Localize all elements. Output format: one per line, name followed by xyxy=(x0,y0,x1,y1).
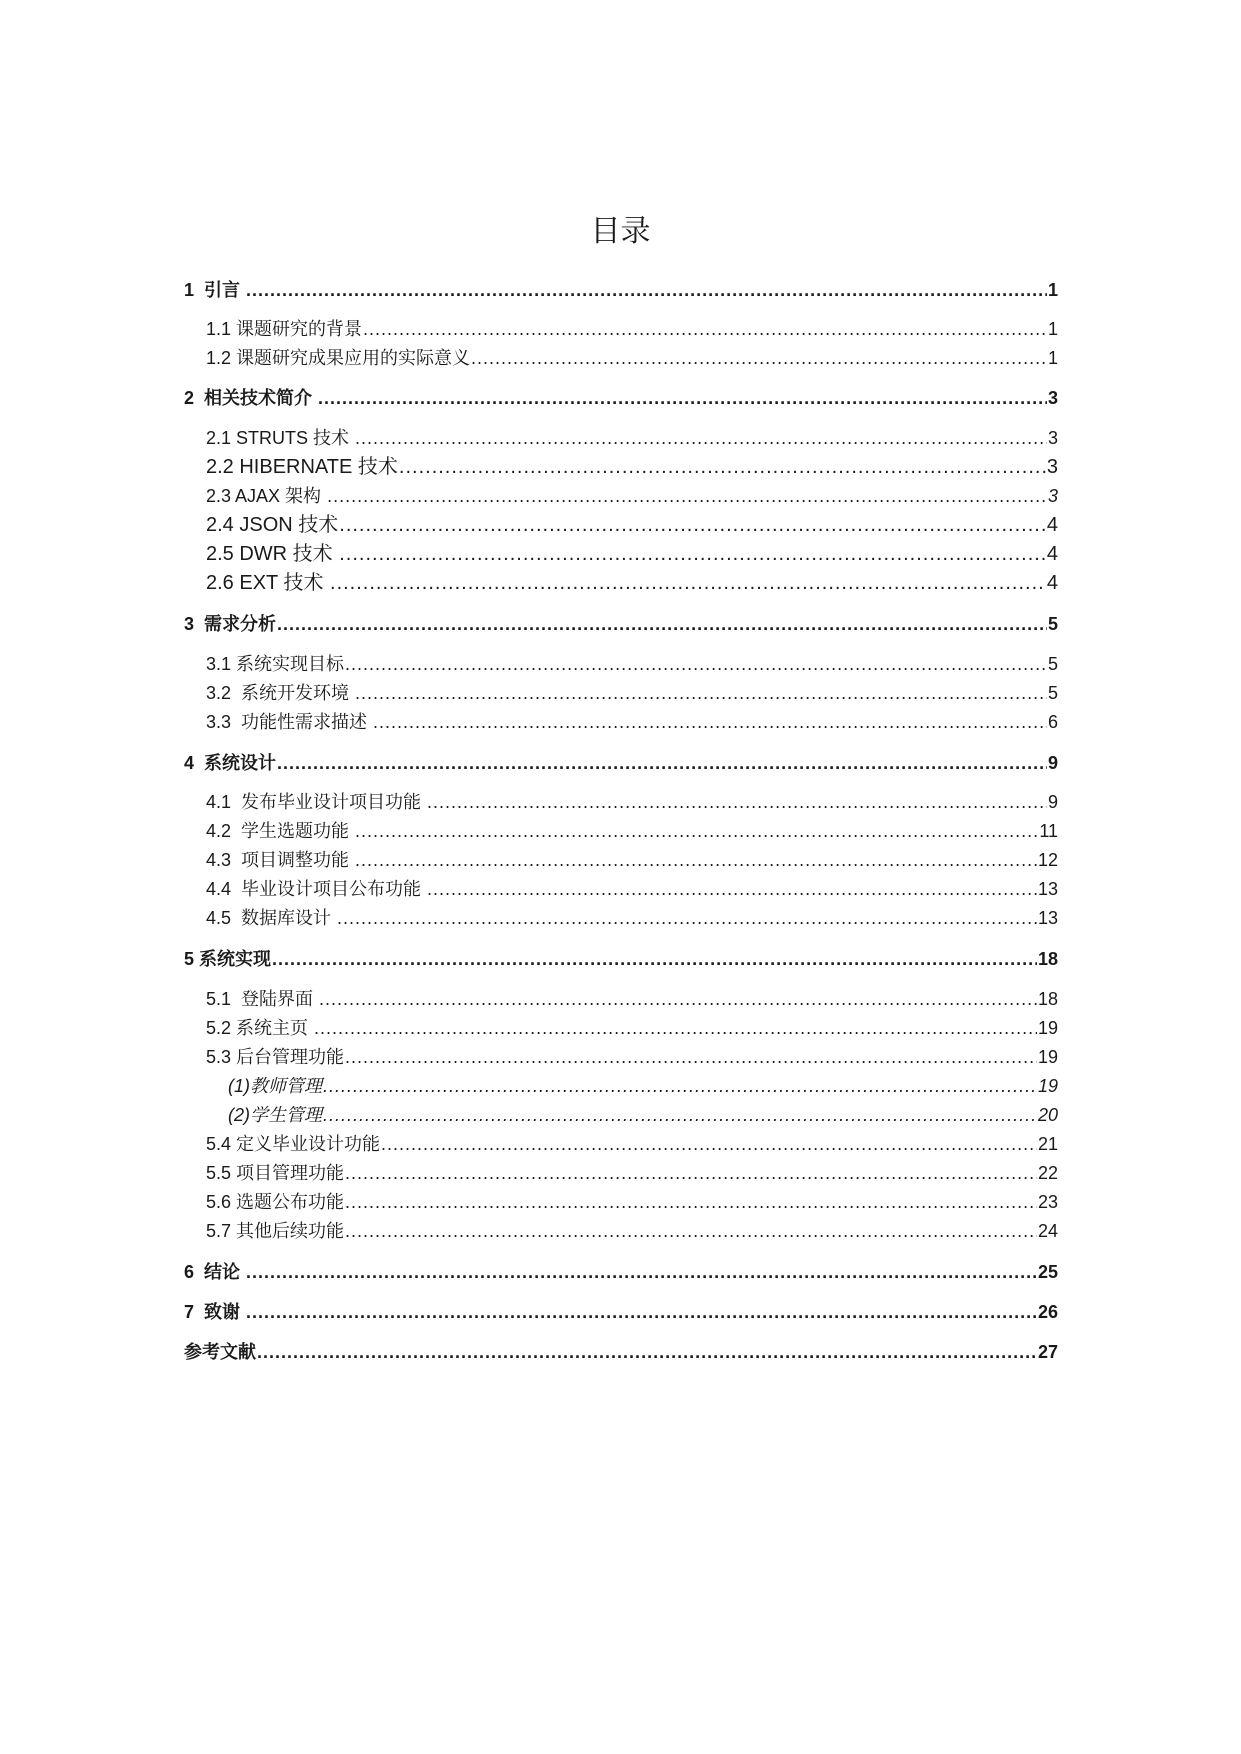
toc-entry-page-number: 25 xyxy=(1037,1262,1058,1282)
toc-dot-leader xyxy=(427,876,1037,902)
toc-dot-leader xyxy=(345,1044,1037,1070)
toc-dot-leader xyxy=(355,425,1047,451)
toc-entry-page-number: 4 xyxy=(1046,572,1058,594)
toc-entry-page-number: 3 xyxy=(1047,428,1058,448)
toc-entry[interactable] xyxy=(206,316,1058,342)
toc-dot-leader xyxy=(345,1160,1037,1186)
toc-entry-page-number: 13 xyxy=(1037,879,1058,899)
toc-entry[interactable] xyxy=(184,1259,1058,1285)
toc-dot-leader xyxy=(363,316,1047,342)
toc-entry-page-number: 5 xyxy=(1047,614,1058,634)
toc-entry-page-number: 9 xyxy=(1047,792,1058,812)
toc-entry-page-number: 5 xyxy=(1047,683,1058,703)
toc-entry[interactable] xyxy=(206,709,1058,735)
toc-entry-label: 3.1 系统实现目标 xyxy=(206,654,345,674)
toc-entry-label: 4.2 学生选题功能 xyxy=(206,821,355,841)
toc-dot-leader xyxy=(345,651,1047,677)
toc-entry-page-number: 1 xyxy=(1047,348,1058,368)
toc-entry-page-number: 4 xyxy=(1046,514,1058,536)
toc-entry-page-number: 18 xyxy=(1037,949,1058,969)
toc-entry-label: 2.5 DWR 技术 xyxy=(206,543,339,565)
toc-entry[interactable] xyxy=(184,611,1058,637)
toc-entry-label: (1)教师管理 xyxy=(228,1076,322,1096)
toc-entry[interactable] xyxy=(206,425,1058,451)
toc-entry[interactable] xyxy=(206,1044,1058,1070)
toc-dot-leader xyxy=(339,541,1046,567)
toc-entry-label: 5.7 其他后续功能 xyxy=(206,1221,345,1241)
toc-entry-page-number: 19 xyxy=(1037,1018,1058,1038)
toc-entry[interactable] xyxy=(184,946,1058,972)
toc-entry-label: 4.5 数据库设计 xyxy=(206,908,337,928)
toc-dot-leader xyxy=(345,1218,1037,1244)
toc-dot-leader xyxy=(277,611,1047,637)
toc-entry-page-number: 26 xyxy=(1037,1302,1058,1322)
toc-dot-leader xyxy=(323,1073,1037,1099)
toc-entry-page-number: 19 xyxy=(1037,1047,1058,1067)
toc-dot-leader xyxy=(399,454,1046,480)
toc-entry[interactable] xyxy=(184,1299,1058,1325)
toc-entry-page-number: 12 xyxy=(1037,850,1058,870)
toc-entry[interactable] xyxy=(206,1189,1058,1215)
toc-entry[interactable] xyxy=(206,1131,1058,1157)
toc-entry-label: 4.4 毕业设计项目公布功能 xyxy=(206,879,427,899)
toc-entry-page-number: 27 xyxy=(1037,1342,1058,1362)
toc-entry[interactable] xyxy=(206,876,1058,902)
toc-entry[interactable] xyxy=(206,680,1058,706)
toc-entry[interactable] xyxy=(228,1073,1058,1099)
toc-dot-leader xyxy=(272,946,1037,972)
toc-dot-leader xyxy=(257,1339,1037,1365)
toc-entry[interactable] xyxy=(206,570,1058,596)
toc-entry-page-number: 20 xyxy=(1037,1105,1058,1125)
toc-entry[interactable] xyxy=(206,483,1058,509)
toc-dot-leader xyxy=(330,570,1046,596)
toc-entry[interactable] xyxy=(206,454,1058,480)
toc-dot-leader xyxy=(337,905,1037,931)
toc-entry-page-number: 3 xyxy=(1047,388,1058,408)
toc-dot-leader xyxy=(246,1299,1037,1325)
toc-dot-leader xyxy=(355,680,1047,706)
toc-dot-leader xyxy=(327,483,1047,509)
toc-entry-label: 2.3 AJAX 架构 xyxy=(206,486,327,506)
toc-entry[interactable] xyxy=(184,385,1058,411)
toc-entry-label: 2.2 HIBERNATE 技术 xyxy=(206,456,398,478)
toc-entry[interactable] xyxy=(206,541,1058,567)
toc-entry[interactable] xyxy=(206,1015,1058,1041)
toc-entry-label: 4.3 项目调整功能 xyxy=(206,850,355,870)
toc-entry-label: 2 相关技术简介 xyxy=(184,388,318,408)
toc-entry-label: 1.2 课题研究成果应用的实际意义 xyxy=(206,348,471,368)
toc-entry-page-number: 9 xyxy=(1047,753,1058,773)
toc-dot-leader xyxy=(323,1102,1037,1128)
toc-entry[interactable] xyxy=(184,1339,1058,1365)
toc-dot-leader xyxy=(373,709,1047,735)
toc-entry-page-number: 24 xyxy=(1037,1221,1058,1241)
toc-entry[interactable] xyxy=(206,1160,1058,1186)
toc-dot-leader xyxy=(318,385,1047,411)
toc-entry-label: 1.1 课题研究的背景 xyxy=(206,319,363,339)
toc-entry[interactable] xyxy=(206,651,1058,677)
toc-entry-label: 5.4 定义毕业设计功能 xyxy=(206,1134,381,1154)
toc-entry-label: 5 系统实现 xyxy=(184,949,272,969)
toc-entry-page-number: 5 xyxy=(1047,654,1058,674)
toc-entry-label: 1 引言 xyxy=(184,280,246,300)
toc-entry-label: 3.2 系统开发环境 xyxy=(206,683,355,703)
toc-entry-page-number: 1 xyxy=(1047,319,1058,339)
toc-entry[interactable] xyxy=(206,1218,1058,1244)
toc-entry[interactable] xyxy=(206,847,1058,873)
page-title: 目录 xyxy=(590,214,651,249)
toc-entry-label: 4.1 发布毕业设计项目功能 xyxy=(206,792,427,812)
toc-dot-leader xyxy=(381,1131,1037,1157)
toc-entry-label: 5.6 选题公布功能 xyxy=(206,1192,345,1212)
toc-dot-leader xyxy=(246,277,1047,303)
toc-dot-leader xyxy=(319,986,1037,1012)
toc-dot-leader xyxy=(246,1259,1037,1285)
toc-dot-leader xyxy=(355,847,1037,873)
toc-entry-page-number: 21 xyxy=(1037,1134,1058,1154)
toc-entry-label: 5.1 登陆界面 xyxy=(206,989,319,1009)
toc-entry-page-number: 4 xyxy=(1046,543,1058,565)
toc-entry-label: 2.4 JSON 技术 xyxy=(206,514,339,536)
toc-entry-page-number: 11 xyxy=(1039,821,1058,841)
toc-entry-label: 2.1 STRUTS 技术 xyxy=(206,428,355,448)
toc-entry[interactable] xyxy=(206,512,1058,538)
toc-dot-leader xyxy=(427,789,1047,815)
toc-entry-page-number: 1 xyxy=(1047,280,1058,300)
toc-entry-label: (2)学生管理 xyxy=(228,1105,322,1125)
toc-entry[interactable] xyxy=(206,789,1058,815)
toc-entry-page-number: 19 xyxy=(1037,1076,1058,1096)
toc-entry[interactable] xyxy=(228,1102,1058,1128)
toc-entry[interactable] xyxy=(206,986,1058,1012)
toc-dot-leader xyxy=(339,512,1046,538)
toc-entry[interactable] xyxy=(206,345,1058,371)
toc-dot-leader xyxy=(277,750,1047,776)
toc-entry-label: 5.2 系统主页 xyxy=(206,1018,314,1038)
toc-dot-leader xyxy=(314,1015,1037,1041)
toc-entry[interactable] xyxy=(206,818,1058,844)
toc-entry-label: 3.3 功能性需求描述 xyxy=(206,712,373,732)
toc-dot-leader xyxy=(345,1189,1037,1215)
toc-entry-label: 7 致谢 xyxy=(184,1302,246,1322)
toc-entry[interactable] xyxy=(206,905,1058,931)
toc-entry-page-number: 6 xyxy=(1047,712,1058,732)
toc-dot-leader xyxy=(355,818,1038,844)
toc-entry-page-number: 3 xyxy=(1047,486,1058,506)
toc-entry-label: 4 系统设计 xyxy=(184,753,277,773)
toc-entry[interactable] xyxy=(184,277,1058,303)
toc-entry-label: 5.5 项目管理功能 xyxy=(206,1163,345,1183)
toc-dot-leader xyxy=(471,345,1047,371)
toc-entry-page-number: 23 xyxy=(1037,1192,1058,1212)
toc-entry[interactable] xyxy=(184,750,1058,776)
toc-entry-label: 2.6 EXT 技术 xyxy=(206,572,330,594)
toc-entry-page-number: 22 xyxy=(1037,1163,1058,1183)
toc-entry-page-number: 18 xyxy=(1037,989,1058,1009)
toc-entry-page-number: 13 xyxy=(1037,908,1058,928)
toc-entry-label: 5.3 后台管理功能 xyxy=(206,1047,345,1067)
toc-entry-page-number: 3 xyxy=(1046,456,1058,478)
toc-entry-label: 6 结论 xyxy=(184,1262,246,1282)
toc-entry-label: 3 需求分析 xyxy=(184,614,277,634)
toc-entry-label: 参考文献 xyxy=(184,1342,256,1362)
